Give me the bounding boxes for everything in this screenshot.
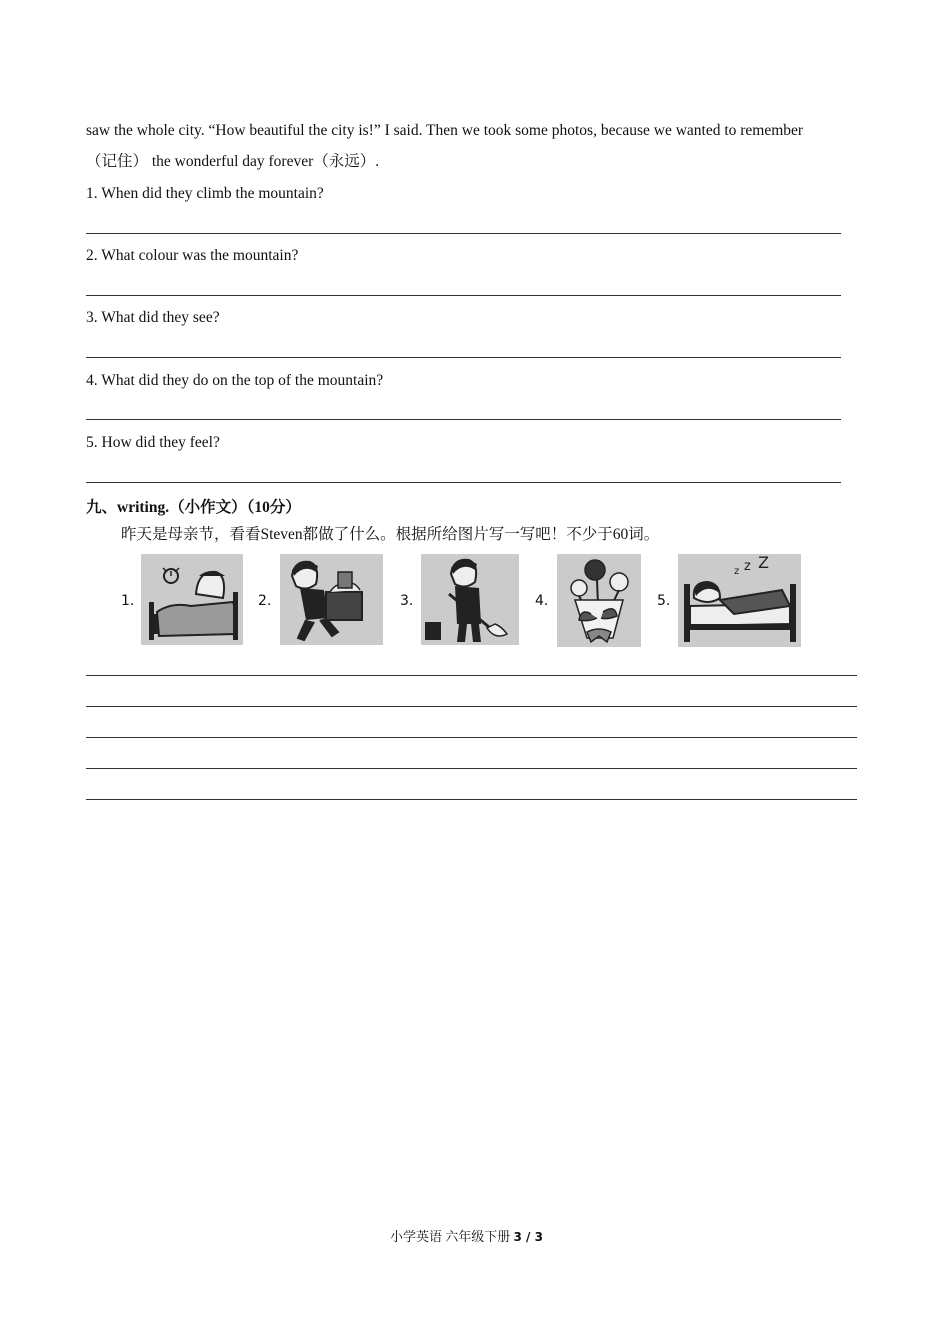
answer-line-3[interactable] bbox=[86, 357, 841, 358]
writing-instruction: 昨天是母亲节，看看Steven都做了什么。根据所给图片写一写吧！不少于60词。 bbox=[121, 526, 660, 543]
sleeping-in-bed-icon bbox=[678, 554, 801, 647]
svg-text:z: z bbox=[734, 566, 740, 577]
writing-line-1[interactable] bbox=[86, 675, 857, 676]
passage-line-2: （记住） the wonderful day forever（永远）. bbox=[86, 153, 380, 170]
answer-line-5[interactable] bbox=[86, 482, 841, 483]
carry-laundry-basket-icon bbox=[280, 554, 383, 645]
picture-label-3: 3. bbox=[400, 593, 414, 609]
question-2: 2. What colour was the mountain? bbox=[86, 247, 299, 264]
wake-up-in-bed-icon bbox=[141, 554, 243, 645]
page-footer bbox=[390, 1226, 543, 1245]
picture-label-5: 5. bbox=[657, 593, 671, 609]
writing-line-2[interactable] bbox=[86, 706, 857, 707]
question-4: 4. What did they do on the top of the mountain? bbox=[86, 372, 384, 389]
writing-line-4[interactable] bbox=[86, 768, 857, 769]
answer-line-4[interactable] bbox=[86, 419, 841, 420]
svg-text:Z: Z bbox=[758, 554, 769, 572]
svg-text:z: z bbox=[744, 559, 751, 574]
picture-label-2: 2. bbox=[258, 593, 272, 609]
picture-label-4: 4. bbox=[535, 593, 549, 609]
page-number: 3 / 3 bbox=[513, 1230, 543, 1244]
question-1: 1. When did they climb the mountain? bbox=[86, 185, 324, 202]
writing-line-5[interactable] bbox=[86, 799, 857, 800]
mop-floor-icon bbox=[421, 554, 519, 645]
passage-line-1: saw the whole city. “How beautiful the city is!” I said. Then we took some photos, because we wanted to remember bbox=[86, 122, 804, 139]
flower-bouquet-icon bbox=[557, 554, 641, 647]
writing-line-3[interactable] bbox=[86, 737, 857, 738]
question-5: 5. How did they feel? bbox=[86, 434, 220, 451]
picture-label-1: 1. bbox=[121, 593, 135, 609]
footer-text: 小学英语 六年级下册 bbox=[390, 1229, 514, 1244]
writing-heading: 九、writing.（小作文）（10分） bbox=[86, 499, 301, 516]
question-3: 3. What did they see? bbox=[86, 309, 220, 326]
answer-line-2[interactable] bbox=[86, 295, 841, 296]
answer-line-1[interactable] bbox=[86, 233, 841, 234]
